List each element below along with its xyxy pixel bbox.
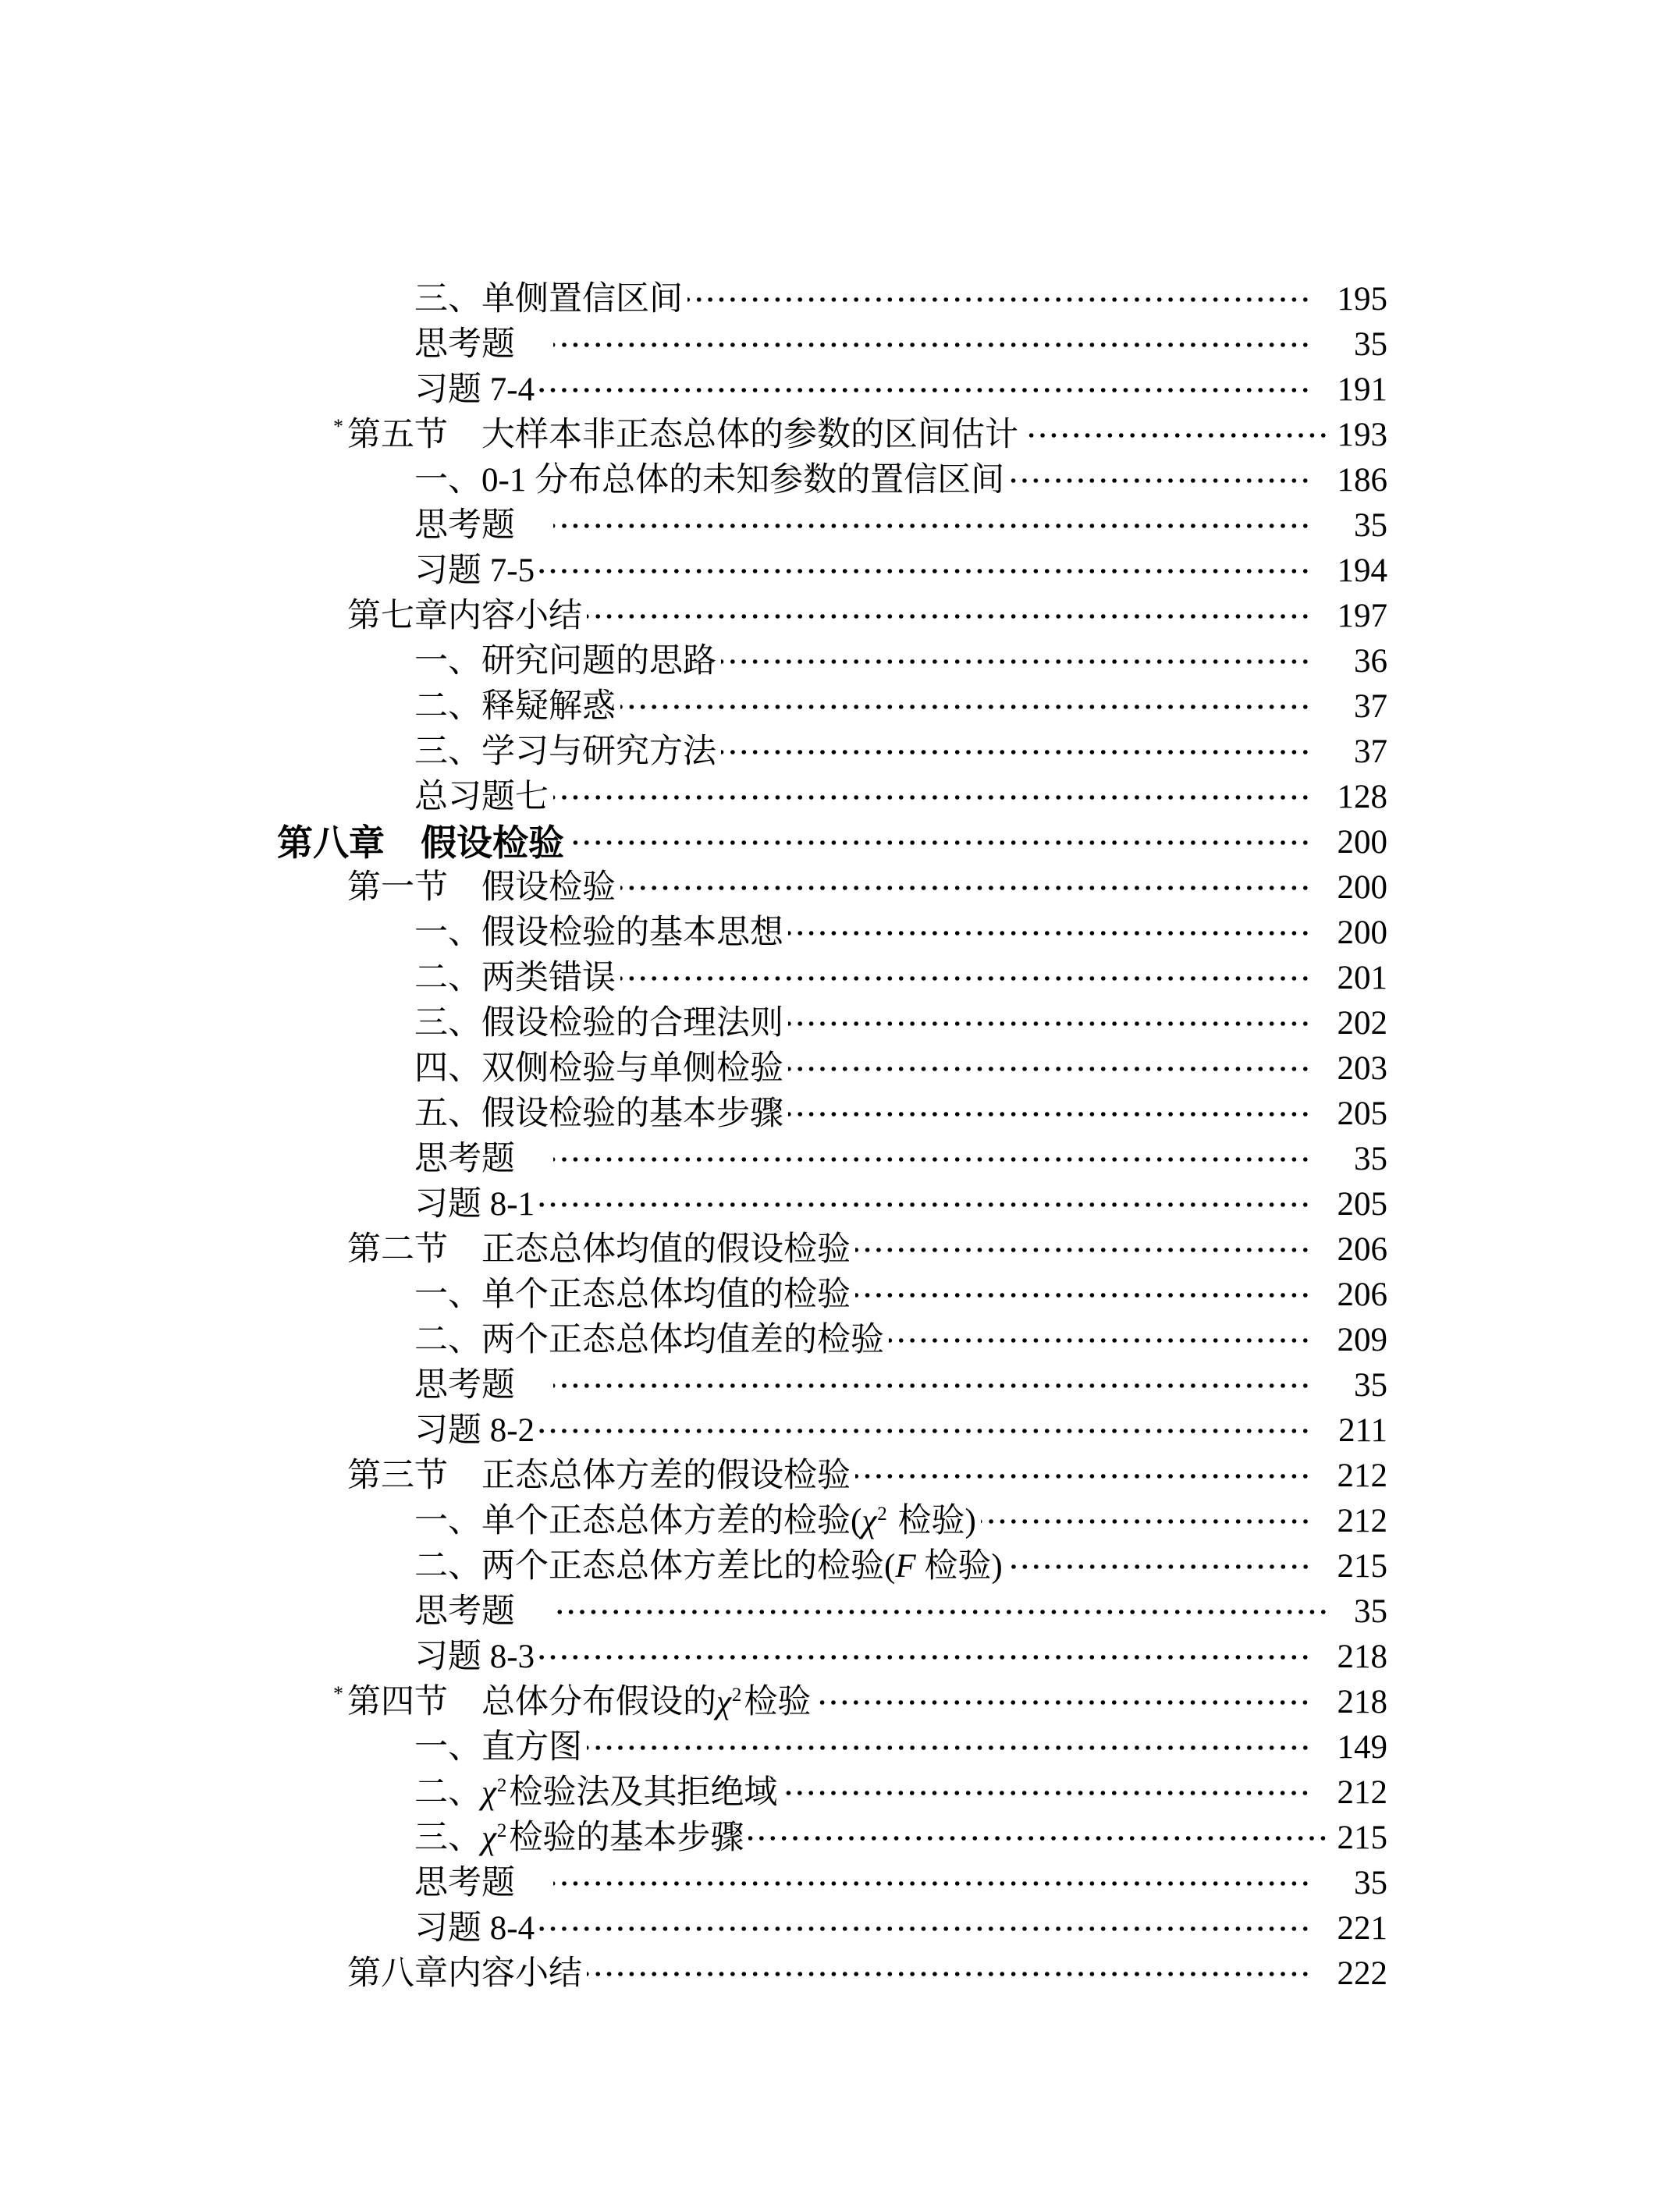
toc-entry [0,1408,1659,1454]
toc-entry [0,1454,1659,1499]
dot-leader [748,1816,1329,1861]
page-number: 149 [1337,1729,1387,1766]
toc-entry-label: 一、单个正态总体均值的检验 [414,1276,851,1313]
page-number: 212 [1337,1458,1387,1494]
toc-entry-label: 习题 8-1 [414,1186,535,1223]
dot-leader [782,1770,1311,1816]
page-number: 35 [1354,1141,1387,1177]
dot-leader [721,730,1311,775]
dot-leader [539,1906,1311,1951]
page-number: 36 [1354,643,1387,680]
toc-entry-label: 思考题 [414,1865,549,1901]
toc-entry [0,277,1659,322]
page-number: 206 [1337,1231,1387,1268]
toc-entry [0,594,1659,639]
page-number: 37 [1354,688,1387,725]
superscript-2: 2 [731,1684,742,1706]
page-number: 205 [1337,1095,1387,1132]
dot-leader [587,1951,1311,1997]
dot-leader [815,1680,1311,1725]
toc-entry [0,1816,1659,1861]
toc-entry [0,639,1659,684]
dot-leader [539,367,1311,413]
toc-entry [0,1951,1659,1997]
dot-leader [721,639,1311,684]
toc-entry-label: 二、两个正态总体方差比的检验(F 检验) [414,1548,1003,1585]
page-number: 218 [1337,1639,1387,1675]
toc-entry-label: 一、假设检验的基本思想 [414,914,783,951]
page-number: 215 [1337,1820,1387,1856]
toc-entry-label: 一、直方图 [414,1729,582,1766]
page-number: 209 [1337,1322,1387,1358]
dot-leader [788,1092,1311,1137]
toc-entry-label: 第五节 大样本非正态总体的参数的区间估计 [347,417,1018,453]
dot-leader [553,775,1311,820]
page-number: 211 [1338,1412,1387,1449]
toc-entry-label: 习题 8-2 [414,1412,535,1449]
toc-entry-label: 思考题 [414,507,549,544]
toc-entry [0,1363,1659,1408]
dot-leader [981,1499,1311,1544]
dot-leader [855,1273,1311,1318]
page-number: 206 [1337,1276,1387,1313]
toc-entry [0,1046,1659,1092]
toc-entry-label: 三、单侧置信区间 [414,281,683,318]
dot-leader [855,1227,1311,1273]
page-number: 215 [1337,1548,1387,1585]
footnote-asterisk: * [333,1682,343,1705]
page-number: 218 [1337,1684,1387,1720]
toc-entry-label: 第一节 假设检验 [347,869,616,906]
superscript-2: 2 [496,1820,507,1841]
toc-entry [0,1725,1659,1770]
dot-leader [587,594,1311,639]
page-number: 128 [1337,779,1387,815]
dot-leader [539,1635,1311,1680]
dot-leader [1023,413,1329,458]
toc-entry-label: 思考题 [414,1367,549,1404]
page-number: 221 [1337,1910,1387,1947]
page-number: 195 [1337,281,1387,318]
toc-entry-label: 二、$\chi^2$检验法及其拒绝域 [414,1774,778,1811]
page-number: 35 [1354,1865,1387,1901]
dot-leader [553,1137,1311,1182]
toc-entry [0,1499,1659,1544]
toc-entry-label: 习题 8-3 [414,1639,535,1675]
toc-entry [0,1861,1659,1906]
toc-entry [0,549,1659,594]
page-number: 202 [1337,1005,1387,1042]
toc-entry [0,1635,1659,1680]
toc-entry [0,322,1659,367]
page-number: 35 [1354,1367,1387,1404]
toc-entry-label: 二、两类错误 [414,960,616,996]
dot-leader [553,1861,1311,1906]
toc-entry [0,1227,1659,1273]
toc-entry [0,1273,1659,1318]
toc-entry-label: 第二节 正态总体均值的假设检验 [347,1231,851,1268]
toc-entry-label: 习题 7-4 [414,371,535,408]
toc-entry [0,1544,1659,1589]
toc-entry-label: 习题 8-4 [414,1910,535,1947]
toc-entry-label: 第四节 总体分布假设的$\chi^2$检验 [347,1684,812,1720]
toc-entry-label: 五、假设检验的基本步骤 [414,1095,783,1132]
toc-entry-label: 第八章 假设检验 [277,822,564,863]
toc-entry [0,1182,1659,1227]
toc-entry-label: 思考题 [414,326,549,363]
toc-entry [0,1092,1659,1137]
toc-entry [0,865,1659,911]
toc-entry [0,1001,1659,1046]
dot-leader [587,1725,1311,1770]
page-number: 201 [1337,960,1387,996]
dot-leader [539,1408,1311,1454]
dot-leader [788,1001,1311,1046]
toc-entry [0,775,1659,820]
toc-entry [0,1137,1659,1182]
toc-entry [0,730,1659,775]
toc-entry [0,1589,1659,1635]
toc-entry-label: 一、研究问题的思路 [414,643,716,680]
toc-entry-label: 三、学习与研究方法 [414,733,716,770]
toc-entry [0,1680,1659,1725]
dot-leader [855,1454,1311,1499]
dot-leader [1007,1544,1311,1589]
superscript-2: 2 [496,1774,507,1796]
page-number: 205 [1337,1186,1387,1223]
toc-entry-label: 总习题七 [414,779,549,815]
toc-entry-label: 三、假设检验的合理法则 [414,1005,783,1042]
footnote-asterisk: * [333,415,343,438]
dot-leader [553,1589,1329,1635]
page-number: 212 [1337,1503,1387,1539]
toc-entry [0,820,1659,865]
page-number: 191 [1337,371,1387,408]
dot-leader [788,1046,1311,1092]
toc-entry-label: 习题 7-5 [414,552,535,589]
dot-leader [539,1182,1311,1227]
toc-list [0,277,1659,1997]
page-number: 197 [1337,598,1387,634]
toc-entry-label: 三、$\chi^2$检验的基本步骤 [414,1820,744,1856]
toc-entry-label: 一、0-1 分布总体的未知参数的置信区间 [414,462,1005,499]
superscript-2: 2 [877,1503,887,1525]
page-number: 35 [1354,1593,1387,1630]
page-number: 193 [1337,417,1387,453]
toc-entry-label: 二、释疑解惑 [414,688,616,725]
toc-entry [0,1906,1659,1951]
dot-leader [553,322,1311,367]
dot-leader [620,865,1311,911]
dot-leader [1009,458,1311,503]
toc-entry-label: 思考题 [414,1141,549,1177]
toc-entry [0,503,1659,549]
toc-entry-label: 第八章内容小结 [347,1955,582,1992]
dot-leader [569,820,1311,865]
toc-entry [0,684,1659,730]
page-number: 200 [1337,914,1387,951]
chi-symbol: χ [861,1503,877,1539]
toc-entry-label: 二、两个正态总体均值差的检验 [414,1322,884,1358]
dot-leader [788,911,1311,956]
page-number: 200 [1337,824,1387,861]
page-number: 222 [1337,1955,1387,1992]
toc-entry [0,413,1659,458]
dot-leader [889,1318,1311,1363]
toc-entry [0,1318,1659,1363]
toc-entry [0,367,1659,413]
chi-symbol: χ [481,1820,496,1856]
page-number: 212 [1337,1774,1387,1811]
toc-entry-label: 思考题 [414,1593,549,1630]
page-number: 35 [1354,326,1387,363]
page-number: 186 [1337,462,1387,499]
page-number: 37 [1354,733,1387,770]
toc-entry-label: 第三节 正态总体方差的假设检验 [347,1458,851,1494]
page-number: 35 [1354,507,1387,544]
page-number: 200 [1337,869,1387,906]
dot-leader [620,956,1311,1001]
f-symbol: F [895,1548,916,1585]
toc-entry-label: 四、双侧检验与单侧检验 [414,1050,783,1087]
toc-entry-label: 第七章内容小结 [347,598,582,634]
chi-symbol: χ [716,1684,731,1720]
page-number: 194 [1337,552,1387,589]
dot-leader [620,684,1311,730]
toc-entry [0,911,1659,956]
toc-entry [0,458,1659,503]
dot-leader [553,503,1311,549]
dot-leader [539,549,1311,594]
dot-leader [553,1363,1311,1408]
chi-symbol: χ [481,1774,496,1811]
dot-leader [687,277,1311,322]
page-number: 203 [1337,1050,1387,1087]
toc-entry-label: 一、单个正态总体方差的检验($\chi^2$ 检验) [414,1503,976,1539]
toc-entry [0,956,1659,1001]
toc-entry [0,1770,1659,1816]
